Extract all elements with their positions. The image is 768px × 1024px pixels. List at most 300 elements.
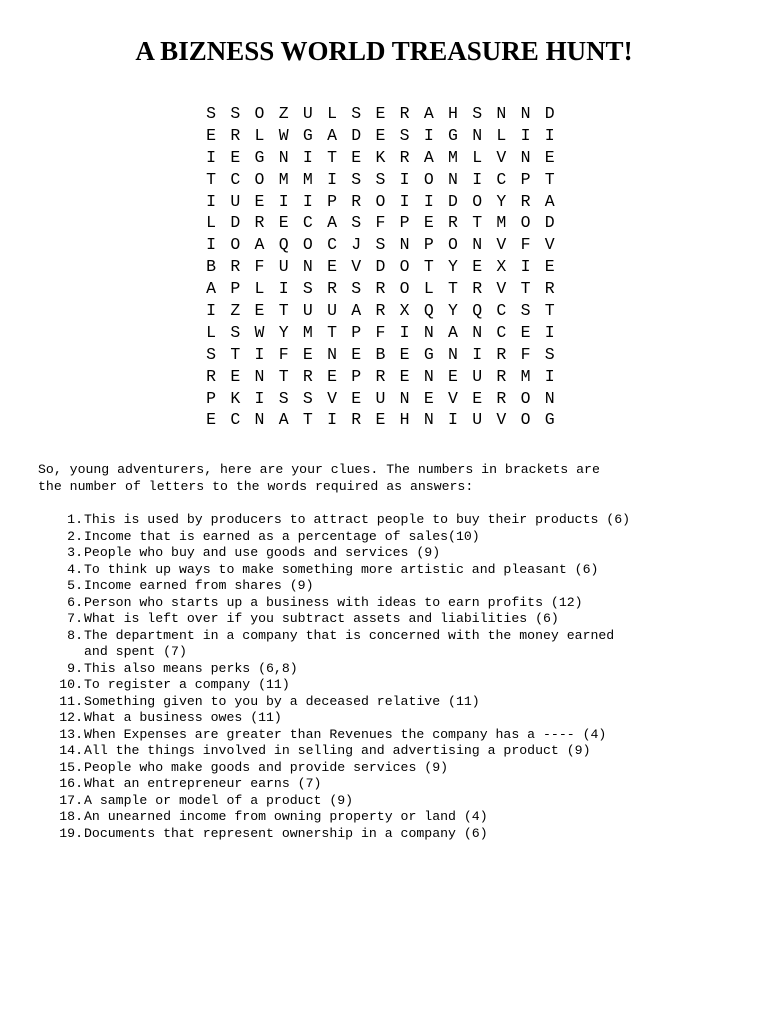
grid-letter: Z [278,104,289,123]
grid-letter: N [448,344,458,364]
grid-row [199,256,562,278]
grid-letter: I [327,169,337,189]
grid-letter: V [327,388,337,408]
clue-text: All the things involved in selling and advertising a product (9) [84,743,591,758]
grid-letter: D [448,191,458,211]
grid-letter: R [399,147,410,167]
grid-letter: X [399,301,410,321]
grid-letter: A [544,191,555,211]
grid-letter: A [423,104,434,123]
grid-letter: L [496,125,507,145]
grid-letter: A [448,322,458,342]
grid-letter: S [230,322,241,342]
grid-letter: I [254,344,265,364]
clue-item [50,661,750,678]
grid-letter: R [302,366,313,386]
clue-number: 14. [59,743,83,758]
grid-letter: P [230,279,241,299]
grid-row [199,300,562,322]
grid-letter: T [302,410,313,430]
grid-letter: T [448,279,458,299]
grid-letter: I [472,169,483,189]
grid-letter: O [302,235,313,255]
grid-row [199,147,562,169]
grid-letter: T [472,213,483,233]
grid-letter: O [520,213,531,233]
grid-letter: I [399,191,410,211]
grid-letter: L [472,147,483,167]
clue-number: 16. [59,776,83,791]
grid-letter: T [544,301,555,321]
grid-letter: U [472,366,483,386]
grid-letter: E [327,257,337,277]
grid-letter: N [278,147,289,167]
grid-letter: R [327,279,337,299]
grid-letter: T [423,257,434,277]
grid-letter: Z [230,301,241,321]
grid-letter: S [351,104,362,123]
grid-letter: E [278,213,289,233]
grid-letter: O [254,169,265,189]
grid-letter: E [351,147,362,167]
grid-letter: E [544,147,555,167]
clue-text: The department in a company that is concerned with the money earned [84,627,615,643]
grid-letter: N [254,410,265,430]
grid-letter: T [206,169,217,189]
grid-letter: W [278,125,289,145]
grid-letter: D [544,213,555,233]
clue-number: 10. [59,677,83,692]
grid-letter: E [472,257,483,277]
clue-number: 19. [59,825,83,841]
grid-letter: I [544,366,555,386]
clue-item [50,710,750,727]
grid-letter: T [544,169,555,189]
grid-letter: R [351,410,362,430]
grid-letter: E [230,147,241,167]
grid-letter: V [448,388,458,408]
grid-letter: S [206,344,217,364]
grid-letter: C [302,213,313,233]
clue-item [50,743,750,760]
grid-letter: D [544,104,555,123]
grid-letter: Y [496,191,507,211]
grid-letter: L [327,104,337,123]
grid-letter: F [278,344,289,364]
grid-letter: P [351,366,362,386]
grid-row [199,212,562,234]
clue-text: To think up ways to make something more artistic and pleasant (6) [84,561,599,577]
clue-text: To register a company (11) [84,677,290,692]
grid-letter: R [254,213,265,233]
grid-letter: A [278,410,289,430]
clue-text: People who make goods and provide services (9) [84,759,449,775]
clue-text: Person who starts up a business with ideas to earn profits (12) [84,594,583,610]
clue-number: 1. [67,512,83,527]
clue-item [50,793,750,810]
clue-text: People who buy and use goods and services (9) [84,545,441,560]
grid-letter: I [206,147,217,167]
clue-text: This also means perks (6,8) [84,660,298,676]
grid-row [199,191,562,213]
grid-letter: N [448,169,458,189]
grid-letter: E [448,366,458,386]
grid-letter: S [520,301,531,321]
clue-item [50,562,750,579]
clue-text: This is used by producers to attract people to buy their products (6) [84,512,631,527]
clue-list [50,512,750,842]
clue-text: Something given to you by a deceased relative (11) [84,693,480,709]
grid-letter: N [254,366,265,386]
grid-letter: I [544,125,555,145]
grid-letter: R [206,366,217,386]
grid-letter: I [544,322,555,342]
grid-letter: R [496,388,507,408]
grid-letter: E [375,104,386,123]
clue-number: 5. [67,578,83,593]
grid-letter: E [423,213,434,233]
grid-letter: I [423,125,434,145]
grid-letter: E [399,366,410,386]
grid-letter: V [351,257,362,277]
grid-letter: S [206,104,217,123]
grid-letter: C [496,322,507,342]
clue-number: 4. [67,561,83,577]
grid-row [199,169,562,191]
clue-number: 12. [59,710,83,725]
clue-text: A sample or model of a product (9) [84,792,354,808]
grid-letter: O [399,257,410,277]
grid-letter: V [496,410,507,430]
clue-item [50,694,750,711]
grid-letter: E [351,388,362,408]
clue-text: What is left over if you subtract assets and liabilities (6) [84,611,559,626]
grid-letter: L [206,213,217,233]
clue-text: When Expenses are greater than Revenues the company has a ---- (4) [84,726,607,742]
grid-letter: I [448,410,458,430]
grid-letter: R [375,301,386,321]
grid-letter: Y [448,257,458,277]
grid-letter: E [375,125,386,145]
grid-letter: L [423,279,434,299]
grid-letter: D [230,213,241,233]
grid-letter: C [230,410,241,430]
grid-letter: Q [472,301,483,321]
grid-letter: T [278,366,289,386]
grid-letter: F [375,213,386,233]
clue-item [50,545,750,562]
clue-number: 13. [59,726,83,742]
clue-number: 2. [67,528,83,544]
grid-letter: O [423,169,434,189]
grid-letter: O [520,410,531,430]
grid-letter: U [472,410,483,430]
grid-letter: S [351,213,362,233]
grid-letter: R [375,366,386,386]
grid-letter: F [254,257,265,277]
grid-letter: A [351,301,362,321]
clue-item [50,595,750,612]
grid-letter: Q [423,301,434,321]
grid-letter: R [351,191,362,211]
grid-row [199,103,562,125]
grid-letter: J [351,235,362,255]
grid-letter: U [230,191,241,211]
grid-row [199,409,562,431]
grid-letter: G [302,125,313,145]
grid-letter: N [472,125,483,145]
grid-letter: I [302,191,313,211]
grid-letter: T [327,322,337,342]
grid-letter: L [254,279,265,299]
clue-number: 17. [59,792,83,808]
grid-letter: V [496,235,507,255]
grid-letter: F [520,235,531,255]
clue-text: An unearned income from owning property or land (4) [84,809,488,824]
grid-letter: S [375,169,386,189]
grid-letter: I [254,388,265,408]
grid-letter: E [399,344,410,364]
grid-letter: O [448,235,458,255]
grid-letter: I [302,147,313,167]
grid-letter: N [423,366,434,386]
grid-letter: I [423,191,434,211]
grid-row [199,125,562,147]
grid-letter: I [206,235,217,255]
grid-letter: I [399,169,410,189]
grid-letter: I [520,125,531,145]
grid-letter: E [375,410,386,430]
clue-number: 3. [67,545,83,560]
grid-letter: S [351,279,362,299]
grid-letter: R [472,279,483,299]
grid-letter: E [544,257,555,277]
grid-letter: M [448,147,458,167]
grid-letter: S [302,388,313,408]
grid-letter: N [302,257,313,277]
grid-letter: V [544,235,555,255]
grid-letter: G [423,344,434,364]
grid-letter: R [230,257,241,277]
clue-text: Documents that represent ownership in a company (6) [84,825,488,841]
grid-letter: N [544,388,555,408]
clue-item [50,760,750,777]
grid-letter: T [278,301,289,321]
clue-item [50,727,750,744]
grid-letter: U [327,301,337,321]
grid-letter: Q [278,235,289,255]
grid-letter: S [399,125,410,145]
clue-item [50,578,750,595]
word-search-grid [199,103,562,431]
clue-item [50,826,750,843]
grid-letter: R [496,366,507,386]
grid-letter: S [544,344,555,364]
grid-letter: O [472,191,483,211]
grid-letter: I [206,191,217,211]
grid-letter: F [375,322,386,342]
grid-letter: F [520,344,531,364]
clue-number: 7. [67,611,83,626]
grid-letter: V [496,147,507,167]
clue-item [50,512,750,529]
grid-letter: N [472,235,483,255]
grid-row [199,344,562,366]
grid-letter: C [496,301,507,321]
grid-letter: D [351,125,362,145]
clue-text-continued: and spent (7) [84,644,187,659]
grid-row [199,322,562,344]
clue-item [50,628,750,661]
grid-letter: Y [278,322,289,342]
grid-letter: G [254,147,265,167]
grid-letter: W [254,322,265,342]
grid-letter: L [254,125,265,145]
grid-letter: A [423,147,434,167]
grid-letter: R [448,213,458,233]
grid-letter: S [351,169,362,189]
grid-letter: N [399,235,410,255]
clue-number: 9. [67,660,83,676]
grid-letter: E [254,191,265,211]
grid-letter: E [327,366,337,386]
clue-text: What a business owes (11) [84,710,282,725]
grid-letter: N [327,344,337,364]
grid-letter: K [375,147,386,167]
grid-letter: O [520,388,531,408]
grid-letter: P [520,169,531,189]
clue-item [50,809,750,826]
clue-item [50,677,750,694]
grid-letter: S [230,104,241,123]
grid-letter: N [520,147,531,167]
grid-letter: E [230,366,241,386]
clue-item [50,776,750,793]
grid-row [199,278,562,300]
clue-number: 18. [59,809,83,824]
grid-letter: C [496,169,507,189]
grid-letter: S [278,388,289,408]
clue-text: Income earned from shares (9) [84,578,314,593]
grid-letter: E [206,410,217,430]
grid-letter: N [472,322,483,342]
grid-letter: O [230,235,241,255]
grid-letter: N [520,104,531,123]
grid-letter: P [206,388,217,408]
grid-letter: E [520,322,531,342]
grid-letter: S [472,104,483,123]
grid-letter: I [206,301,217,321]
grid-letter: I [278,191,289,211]
grid-letter: A [327,125,337,145]
grid-letter: H [399,410,410,430]
grid-letter: T [520,279,531,299]
grid-letter: K [230,388,241,408]
grid-row [199,388,562,410]
grid-letter: B [375,344,386,364]
clues-intro: So, young adventurers, here are your clues. The numbers in brackets are the number of letters to the words required as answers: [38,462,600,494]
clue-number: 6. [67,594,83,610]
grid-letter: A [327,213,337,233]
grid-letter: M [496,213,507,233]
grid-letter: N [423,322,434,342]
grid-row [199,234,562,256]
grid-letter: C [327,235,337,255]
grid-letter: O [399,279,410,299]
grid-letter: T [230,344,241,364]
page-title: A BIZNESS WORLD TREASURE HUNT! [135,36,633,66]
grid-letter: R [496,344,507,364]
clue-item [50,611,750,628]
grid-letter: I [327,410,337,430]
grid-letter: E [423,388,434,408]
grid-letter: U [375,388,386,408]
clue-number: 11. [59,693,83,709]
grid-letter: D [375,257,386,277]
grid-letter: O [254,104,265,123]
grid-letter: I [399,322,410,342]
grid-letter: E [351,344,362,364]
grid-letter: R [520,191,531,211]
grid-letter: P [423,235,434,255]
grid-letter: N [423,410,434,430]
grid-letter: U [302,301,313,321]
grid-letter: S [375,235,386,255]
grid-letter: B [206,257,217,277]
grid-letter: G [544,410,555,430]
grid-letter: M [302,169,313,189]
grid-letter: X [496,257,507,277]
grid-letter: R [399,104,410,123]
grid-letter: R [544,279,555,299]
grid-letter: Y [448,301,458,321]
grid-letter: L [206,322,217,342]
grid-letter: U [278,257,289,277]
clue-text: What an entrepreneur earns (7) [84,776,322,791]
grid-letter: P [351,322,362,342]
grid-row [199,366,562,388]
grid-letter: R [230,125,241,145]
grid-letter: A [206,279,217,299]
grid-letter: V [496,279,507,299]
grid-letter: M [302,322,313,342]
grid-letter: E [254,301,265,321]
grid-letter: I [278,279,289,299]
clue-item [50,529,750,546]
grid-letter: N [496,104,507,123]
grid-letter: M [278,169,289,189]
grid-letter: I [520,257,531,277]
grid-letter: C [230,169,241,189]
grid-letter: N [399,388,410,408]
grid-letter: G [448,125,458,145]
grid-letter: T [327,147,337,167]
clue-number: 15. [59,759,83,775]
grid-letter: M [520,366,531,386]
grid-letter: E [206,125,217,145]
grid-letter: R [375,279,386,299]
grid-letter: P [399,213,410,233]
grid-letter: O [375,191,386,211]
grid-letter: I [472,344,483,364]
clue-number: 8. [67,627,83,643]
grid-letter: A [254,235,265,255]
grid-letter: E [302,344,313,364]
clue-text: Income that is earned as a percentage of sales(10) [84,528,480,544]
grid-letter: S [302,279,313,299]
grid-letter: P [327,191,337,211]
grid-letter: H [448,104,458,123]
